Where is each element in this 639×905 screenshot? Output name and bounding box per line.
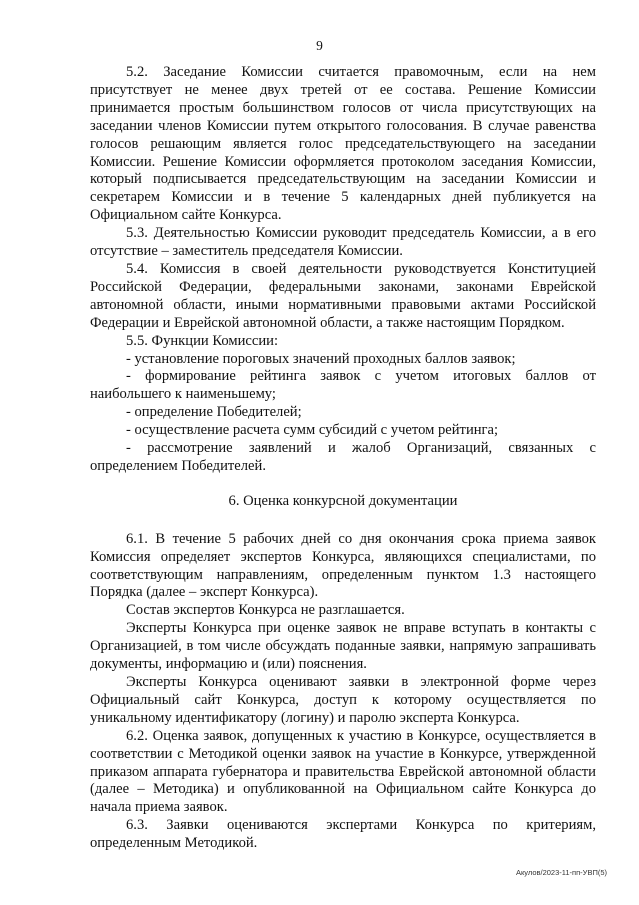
document-body xyxy=(90,64,596,853)
paragraph-5-2: 5.2. Заседание Комиссии считается правомочным, если на нем присутствует не менее двух третей от ее состава. Решение Комиссии принимается простым большинством голосов от числа присутствующих на заседании членов Комиссии путем открытого голосования. В случае равенства голосов решающим является голос председательствующего на заседании Комиссии. Решение Комиссии оформляется протоколом заседания Комиссии, который подписывается председательствующим на заседании Комиссии и секретарем Комиссии и в течение 5 календарных дней публикуется на Официальном сайте Конкурса. xyxy=(90,64,596,224)
paragraph-experts-contacts: Эксперты Конкурса при оценке заявок не вправе вступать в контакты с Организацией, в том числе обсуждать поданные заявки, напрямую запрашивать документы, информацию и (или) пояснения. xyxy=(90,620,596,673)
paragraph-6-3: 6.3. Заявки оцениваются экспертами Конкурса по критериям, определенным Методикой. xyxy=(90,817,596,852)
function-item: - рассмотрение заявлений и жалоб Организаций, связанных с определением Победителей. xyxy=(90,440,596,474)
function-item: - определение Победителей; xyxy=(126,404,302,421)
paragraph-5-4: 5.4. Комиссия в своей деятельности руководствуется Конституцией Российской Федерации, федеральными законами, законами Еврейской автономной области, иными нормативными правовыми актами Российской Федерации и Еврейской автономной области, а также настоящим Порядком. xyxy=(90,260,596,331)
paragraph-5-5: 5.5. Функции Комиссии: xyxy=(126,332,279,349)
section-6-heading: 6. Оценка конкурсной документации xyxy=(228,492,458,509)
function-item: - установление пороговых значений проходных баллов заявок; xyxy=(126,350,516,367)
paragraph-experts-online: Эксперты Конкурса оценивают заявки в электронной форме через Официальный сайт Конкурса, доступ к которому осуществляется по уникальному идентификатору (логину) и паролю эксперта Конкурса. xyxy=(90,674,596,726)
function-item: - формирование рейтинга заявок с учетом итоговых баллов от наибольшего к наименьшему; xyxy=(90,368,596,403)
function-item: - осуществление расчета сумм субсидий с учетом рейтинга; xyxy=(126,422,499,439)
page-number: 9 xyxy=(316,38,323,53)
document-code: Акулов/2023-11-пп-УВП(5) xyxy=(515,868,607,877)
paragraph-5-3: 5.3. Деятельностью Комиссии руководит председатель Комиссии, а в его отсутствие – заместитель председателя Комиссии. xyxy=(90,225,596,260)
paragraph-6-1: 6.1. В течение 5 рабочих дней со дня окончания срока приема заявок Комиссия определяет экспертов Конкурса, являющихся специалистами, по соответствующим направлениям, определенным пунктом 1.3 настоящего Порядка (далее – эксперт Конкурса). xyxy=(90,530,596,601)
paragraph-experts-secret: Состав экспертов Конкурса не разглашается. xyxy=(126,602,405,619)
paragraph-6-2: 6.2. Оценка заявок, допущенных к участию в Конкурсе, осуществляется в соответствии с Методикой оценки заявок на участие в Конкурсе, утвержденной приказом аппарата губернатора и правительства Еврейской автономной области (далее – Методика) и опубликованной на Официальном сайте Конкурса до начала приема заявок. xyxy=(90,727,596,816)
